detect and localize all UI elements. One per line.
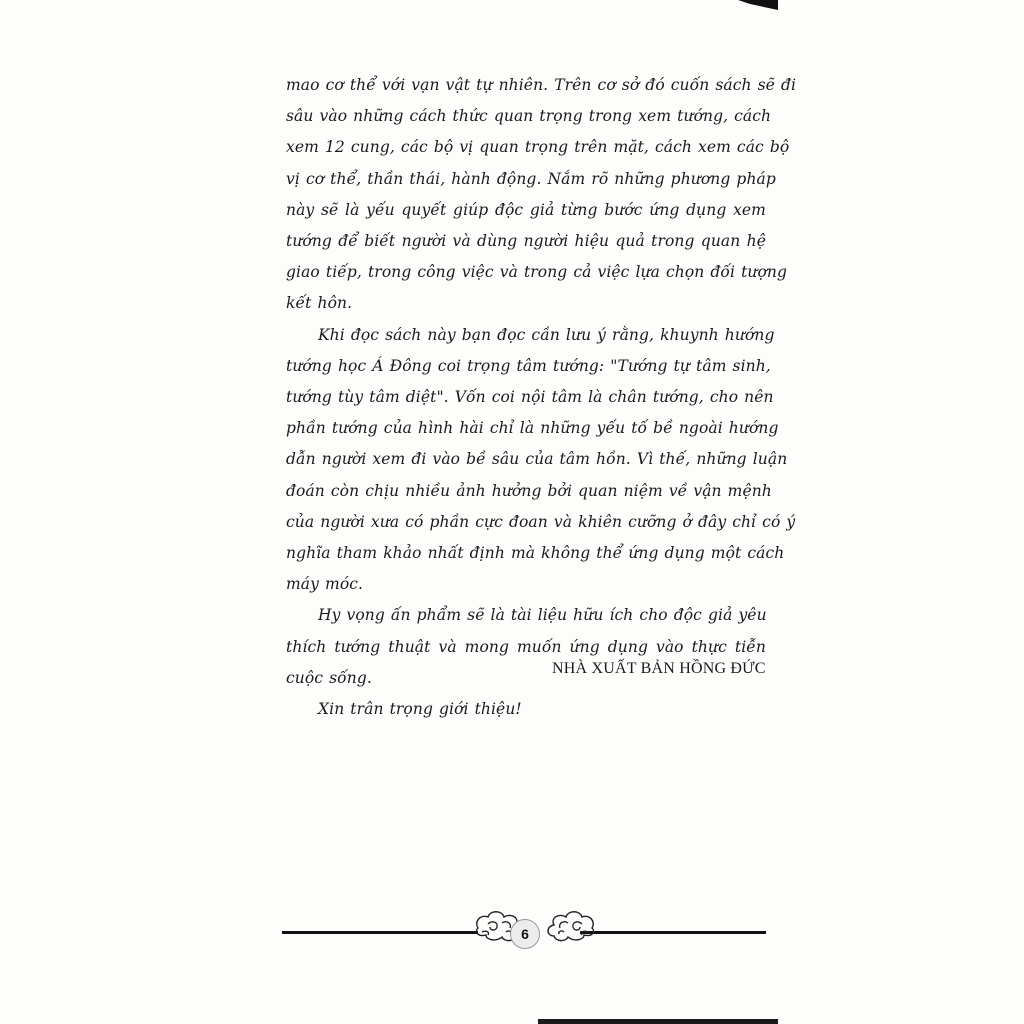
text-line: thích tướng thuật và mong muốn ứng dụng vào thực tiễn	[286, 637, 766, 656]
text-line: dẫn người xem đi vào bề sâu của tâm hồn. Vì thế, những luận	[286, 450, 788, 469]
text-line: đoán còn chịu nhiều ảnh hưởng bởi quan niệm về vận mệnh	[286, 481, 772, 500]
text-line: cuộc sống.	[286, 668, 372, 687]
cloud-ornament-icon	[540, 904, 600, 946]
text-line: xem 12 cung, các bộ vị quan trọng trên mặt, cách xem các bộ	[286, 138, 790, 157]
text-line: vị cơ thể, thần thái, hành động. Nắm rõ những phương pháp	[286, 169, 776, 188]
text-line: nghĩa tham khảo nhất định mà không thể ứng dụng một cách	[286, 544, 785, 563]
text-line: phần tướng của hình hài chỉ là những yếu tố bề ngoài hướng	[286, 419, 779, 438]
text-line: Khi đọc sách này bạn đọc cần lưu ý rằng, khuynh hướng	[318, 325, 775, 344]
page-number: 6	[510, 919, 540, 949]
text-line: kết hôn.	[286, 294, 353, 313]
footer-rule	[282, 931, 478, 934]
text-line: tướng học Á Đông coi trọng tâm tướng: "Tướng tự tâm sinh,	[286, 356, 771, 375]
text-line: Hy vọng ấn phẩm sẽ là tài liệu hữu ích cho độc giả yêu	[318, 606, 767, 625]
text-line: của người xưa có phần cực đoan và khiên cưỡng ở đây chỉ có ý	[286, 512, 796, 531]
text-line: sâu vào những cách thức quan trọng trong xem tướng, cách	[286, 107, 772, 126]
body-text	[286, 70, 797, 725]
text-line: mao cơ thể với vạn vật tự nhiên. Trên cơ sở đó cuốn sách sẽ đi	[286, 76, 797, 94]
closing-line: Xin trân trọng giới thiệu!	[318, 700, 522, 719]
text-line: tướng để biết người và dùng người hiệu quả trong quan hệ	[286, 232, 766, 251]
text-line: giao tiếp, trong công việc và trong cả việc lựa chọn đối tượng	[286, 263, 788, 282]
text-line: máy móc.	[286, 575, 364, 594]
page-edge-shadow	[738, 0, 778, 10]
publisher-signature: NHÀ XUẤT BẢN HỒNG ĐỨC	[552, 660, 766, 677]
page-edge-shadow	[538, 1019, 778, 1024]
footer-rule	[580, 931, 766, 934]
text-line: tướng tùy tâm diệt". Vốn coi nội tâm là chân tướng, cho nên	[286, 388, 774, 407]
text-line: này sẽ là yếu quyết giúp độc giả từng bước ứng dụng xem	[286, 200, 766, 219]
